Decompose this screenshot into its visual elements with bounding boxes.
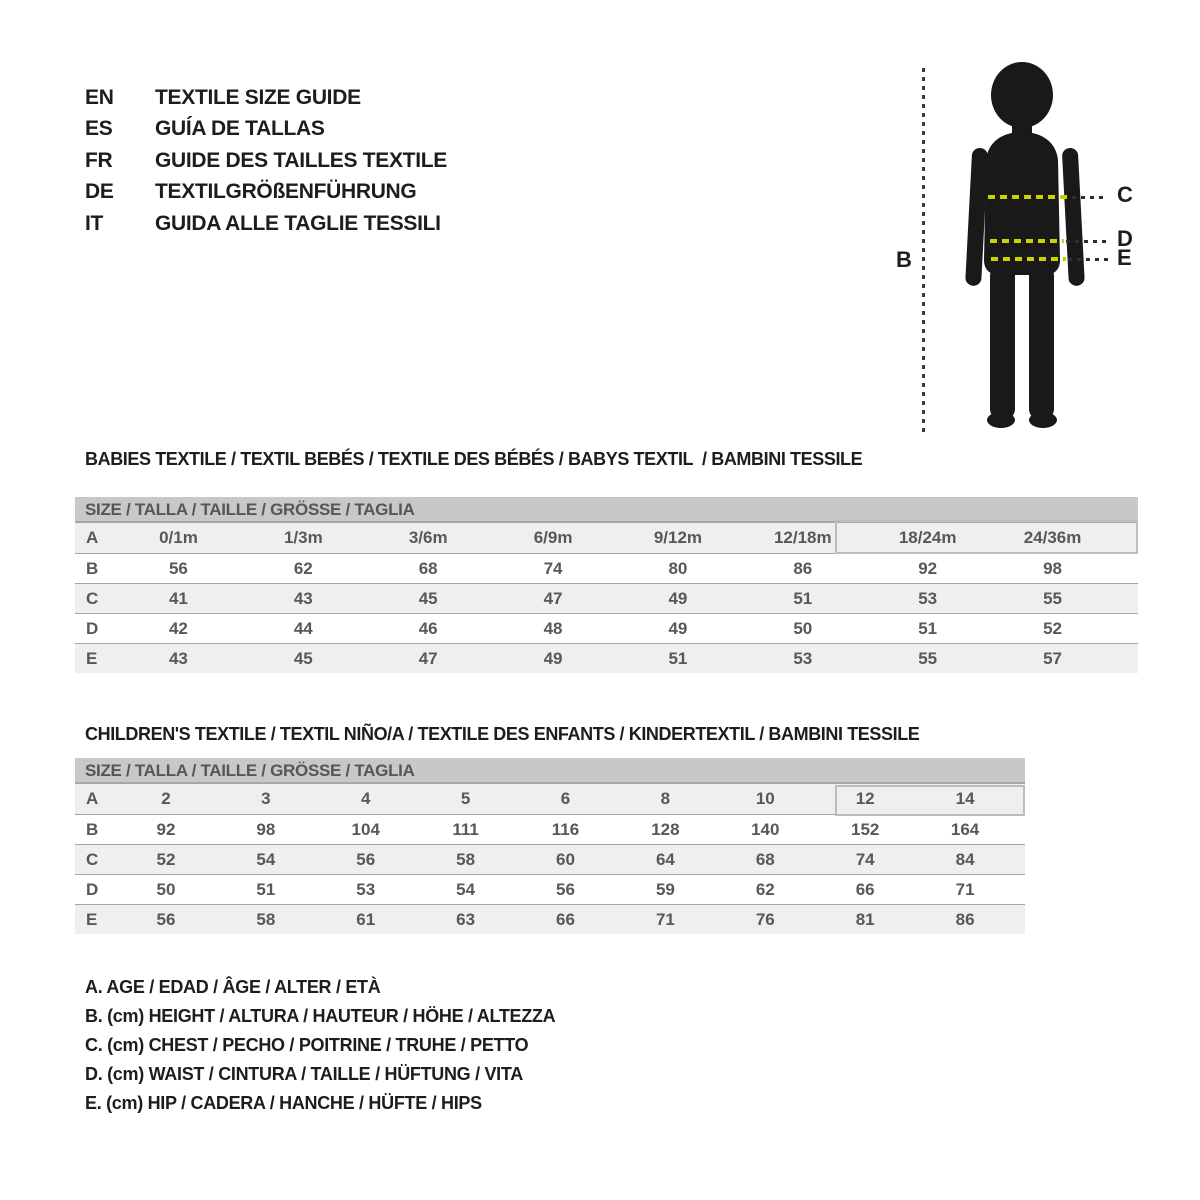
table-cell: 18/24m [898,528,957,547]
table-row [75,874,1025,904]
table-cell: 81 [855,909,875,929]
table-cell: 62 [293,558,313,578]
table-cell: 42 [168,618,188,638]
row-label: A [86,789,99,808]
table-cell: 56 [356,849,376,869]
table-cell: 55 [1043,588,1063,608]
table-cell: 66 [855,879,875,899]
table-cell: 12/18m [773,528,832,547]
table-cell: 46 [418,618,438,638]
table-cell: 54 [456,879,476,899]
table-cell: 57 [1043,648,1063,668]
chest-line [988,195,1070,199]
language-title: TEXTILGRÖßENFÜHRUNG [155,180,417,204]
table-cell: 47 [543,588,563,608]
babies-selected-size-highlight [835,520,1138,554]
table-cell: 68 [418,558,438,578]
table-cell: 54 [256,849,276,869]
table-cell: 12 [855,789,875,808]
table-row [75,583,1138,613]
row-label: B [86,558,99,578]
legend-line: D. (cm) WAIST / CINTURA / TAILLE / HÜFTUNG / VITA [85,1064,523,1084]
table-cell: 3/6m [408,528,448,547]
table-cell: 45 [418,588,438,608]
language-row [85,177,447,209]
table-cell: 43 [168,648,188,668]
legend-line: A. AGE / EDAD / ÂGE / ALTER / ETÀ [85,977,381,997]
table-cell: 24/36m [1023,528,1082,547]
table-cell: 64 [655,849,675,869]
table-cell: 56 [168,558,188,578]
table-cell: 98 [1043,558,1063,578]
table-cell: 56 [156,909,176,929]
table-cell: 8 [660,789,671,808]
table-cell: 53 [356,879,376,899]
table-row [75,553,1138,583]
table-cell: 41 [168,588,188,608]
table-cell: 59 [655,879,675,899]
language-row [85,208,447,240]
table-cell: 92 [918,558,938,578]
table-cell: 53 [793,648,813,668]
size-table-header: SIZE / TALLA / TAILLE / GRÖSSE / TAGLIA [75,758,1025,784]
language-title: TEXTILE SIZE GUIDE [155,85,361,109]
chest-label: C [1117,182,1133,207]
row-label: E [86,648,98,668]
waist-line [990,239,1064,243]
table-cell: 68 [755,849,775,869]
table-row [75,643,1138,673]
size-table-header: SIZE / TALLA / TAILLE / GRÖSSE / TAGLIA [75,497,1138,523]
row-label: C [86,588,99,608]
table-cell: 49 [543,648,563,668]
table-cell: 60 [556,849,575,869]
table-cell: 0/1m [159,528,198,547]
row-label: B [86,819,99,839]
height-label: B [896,247,912,272]
table-cell: 152 [850,819,880,839]
table-cell: 9/12m [653,528,703,547]
table-cell: 74 [543,558,563,578]
table-cell: 14 [955,789,975,808]
table-cell: 164 [950,819,980,839]
table-cell: 71 [655,909,675,929]
table-cell: 45 [293,648,313,668]
table-cell: 51 [918,618,938,638]
table-cell: 71 [955,879,975,899]
table-row [75,814,1025,844]
table-cell: 50 [156,879,176,899]
child-silhouette-icon [950,60,1100,440]
table-cell: 62 [755,879,775,899]
legend-line: E. (cm) HIP / CADERA / HANCHE / HÜFTE / HIPS [85,1093,482,1113]
table-cell: 47 [418,648,438,668]
row-label: A [86,528,99,547]
language-title: GUIDA ALLE TAGLIE TESSILI [155,211,441,235]
table-cell: 2 [161,789,171,808]
row-label: E [86,909,98,929]
table-cell: 58 [256,909,276,929]
table-cell: 3 [261,789,271,808]
language-row [85,82,447,114]
waist-label: D [1117,226,1133,251]
table-cell: 52 [156,849,176,869]
table-cell: 58 [456,849,476,869]
table-cell: 104 [351,819,380,839]
table-cell: 111 [452,819,479,839]
table-cell: 74 [855,849,875,869]
table-cell: 6/9m [533,528,573,547]
language-code: IT [85,211,104,235]
table-cell: 140 [751,819,780,839]
row-label: D [86,879,99,899]
waist-line-pointer [1066,240,1108,243]
table-cell: 86 [955,909,975,929]
table-cell: 10 [755,789,775,808]
table-cell: 63 [456,909,476,929]
table-cell: 49 [668,588,688,608]
table-cell: 55 [918,648,938,668]
children-section-heading: CHILDREN'S TEXTILE / TEXTIL NIÑO/A / TEXTILE DES ENFANTS / KINDERTEXTIL / BAMBINI TESSILE [85,724,920,744]
table-cell: 56 [556,879,575,899]
legend-line: B. (cm) HEIGHT / ALTURA / HAUTEUR / HÖHE / ALTEZZA [85,1006,556,1026]
table-cell: 51 [256,879,276,899]
table-cell: 61 [356,909,376,929]
table-cell: 76 [755,909,775,929]
language-title: GUÍA DE TALLAS [155,117,325,141]
children-selected-size-highlight [835,785,1025,816]
table-row [75,904,1025,934]
table-cell: 51 [668,648,688,668]
table-cell: 98 [256,819,276,839]
language-row [85,114,447,146]
hip-label: E [1117,245,1132,270]
table-cell: 49 [668,618,688,638]
measurement-legend [85,977,555,1122]
language-row [85,145,447,177]
hip-line-pointer [1068,258,1108,261]
table-cell: 128 [651,819,680,839]
table-cell: 5 [460,789,471,808]
table-cell: 80 [668,558,688,578]
table-cell: 48 [543,618,563,638]
legend-line: C. (cm) CHEST / PECHO / POITRINE / TRUHE / PETTO [85,1035,529,1055]
language-code: EN [85,85,114,109]
table-cell: 53 [918,588,938,608]
table-cell: 52 [1043,618,1063,638]
table-cell: 43 [293,588,313,608]
row-label: D [86,618,99,638]
language-title: GUIDE DES TAILLES TEXTILE [155,148,447,172]
table-cell: 66 [556,909,575,929]
language-list [85,82,447,240]
table-cell: 50 [793,618,813,638]
table-cell: 86 [793,558,813,578]
table-row [75,844,1025,874]
table-cell: 51 [793,588,813,608]
table-cell: 6 [560,789,571,808]
row-label: C [86,849,99,869]
table-cell: 84 [955,849,975,869]
language-code: DE [85,180,114,204]
table-row [75,613,1138,643]
table-cell: 4 [360,789,371,808]
table-cell: 1/3m [283,528,323,547]
table-cell: 116 [551,819,580,839]
language-code: FR [85,148,113,172]
table-cell: 92 [156,819,176,839]
hip-line [991,257,1066,261]
babies-section-heading: BABIES TEXTILE / TEXTIL BEBÉS / TEXTILE DES BÉBÉS / BABYS TEXTIL / BAMBINI TESSILE [85,449,863,469]
language-code: ES [85,117,113,141]
table-cell: 44 [293,618,313,638]
chest-line-pointer [1072,196,1108,199]
height-measure-dotted-line [922,68,925,432]
